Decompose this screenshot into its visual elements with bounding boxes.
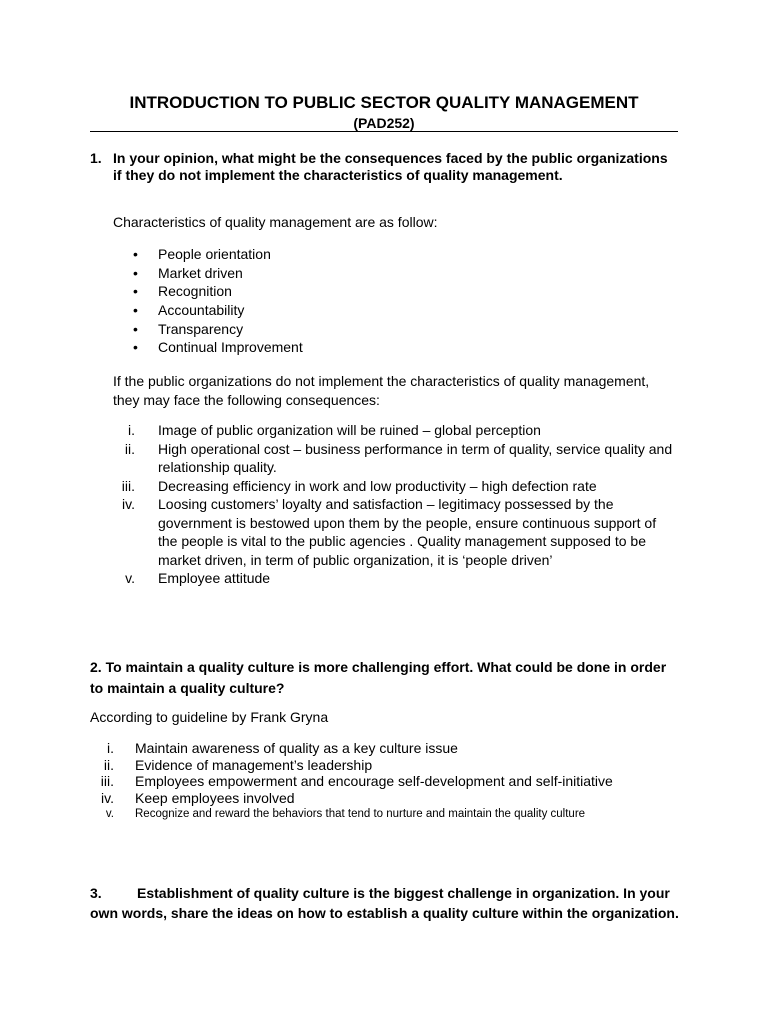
list-item: [113, 301, 673, 320]
list-item: [90, 740, 680, 757]
item-number: ii.: [103, 756, 114, 773]
characteristic-text: Recognition: [158, 283, 232, 300]
list-item: [90, 806, 680, 822]
list-item: [113, 338, 673, 357]
question-3-number: 3.: [90, 885, 102, 901]
list-item: [113, 320, 673, 339]
question-1-number: 1.: [90, 150, 102, 166]
item-text: Keep employees involved: [135, 789, 295, 806]
list-item: [113, 440, 678, 477]
bullet-icon: •: [133, 283, 138, 300]
item-number: iv.: [122, 496, 135, 512]
item-text: Employee attitude: [158, 570, 271, 586]
item-text: Image of public organization will be ruined – global perception: [158, 422, 541, 438]
consequences-intro: If the public organizations do not implement the characteristics of quality management, they may face the following consequences:: [113, 373, 650, 408]
list-item: [113, 477, 678, 496]
question-3-text: Establishment of quality culture is the biggest challenge in organization. In your own words, share the ideas on how to establish a quality culture within the organization.: [90, 885, 679, 921]
characteristics-intro: Characteristics of quality management are as follow:: [113, 214, 438, 230]
guideline-list: [90, 740, 680, 822]
consequences-list: [113, 421, 678, 588]
guideline-intro: According to guideline by Frank Gryna: [90, 709, 329, 725]
list-item: [90, 757, 680, 774]
title-divider: [90, 131, 678, 132]
item-number: i.: [107, 740, 114, 756]
characteristic-text: Accountability: [158, 302, 245, 319]
question-1-text: In your opinion, what might be the consequences faced by the public organizations if they do not implement the characteristics of quality management.: [113, 150, 668, 183]
item-text: Evidence of management’s leadership: [135, 756, 373, 773]
item-text: Decreasing efficiency in work and low productivity – high defection rate: [158, 477, 597, 494]
course-code: (PAD252): [353, 115, 415, 131]
item-number: v.: [125, 570, 135, 586]
list-item: [90, 790, 680, 807]
item-number: i.: [128, 422, 135, 438]
item-number: iv.: [101, 789, 114, 806]
bullet-icon: •: [133, 246, 138, 262]
list-item: [113, 421, 678, 440]
list-item: [90, 773, 680, 790]
list-item: [113, 245, 673, 264]
item-text: Maintain awareness of quality as a key culture issue: [135, 740, 458, 756]
characteristics-list: [113, 245, 673, 357]
question-2-text: 2. To maintain a quality culture is more challenging effort. What could be done in order to maintain a quality culture?: [90, 659, 667, 696]
list-item: [113, 282, 673, 301]
document-title: INTRODUCTION TO PUBLIC SECTOR QUALITY MANAGEMENT: [129, 93, 639, 112]
bullet-icon: •: [133, 302, 138, 319]
list-item: [113, 495, 678, 569]
item-number: v.: [105, 808, 114, 820]
item-text: Recognize and reward the behaviors that tend to nurture and maintain the quality culture: [135, 808, 586, 820]
item-text: Loosing customers’ loyalty and satisfaction – legitimacy possessed by the government is bestowed upon them by the people, ensure continuous support of the people is vital to the public agencies . Quality management supposed to be market driven, in term of public organization, it is ‘people driven’: [158, 496, 657, 568]
item-number: iii.: [100, 773, 114, 789]
item-number: ii.: [124, 440, 135, 457]
characteristic-text: Transparency: [158, 320, 244, 337]
item-text: High operational cost – business performance in term of quality, service quality and relationship quality.: [158, 440, 673, 475]
bullet-icon: •: [133, 264, 138, 281]
bullet-icon: •: [133, 339, 138, 356]
characteristic-text: Market driven: [158, 264, 243, 281]
bullet-icon: •: [133, 320, 138, 337]
item-number: iii.: [121, 477, 135, 494]
list-item: [113, 264, 673, 283]
characteristic-text: Continual Improvement: [158, 339, 303, 356]
item-text: Employees empowerment and encourage self-development and self-initiative: [135, 773, 613, 789]
characteristic-text: People orientation: [158, 246, 271, 262]
list-item: [113, 569, 678, 588]
